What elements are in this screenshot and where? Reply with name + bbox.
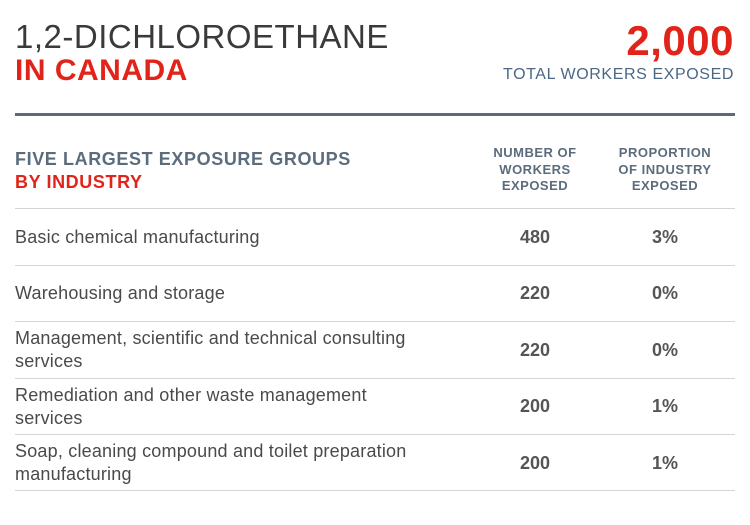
workers-exposed-value: 200 [519,452,551,473]
workers-exposed-value: 220 [519,339,551,360]
page-subtitle: IN CANADA [15,54,188,87]
table-row [15,434,735,491]
total-workers-label: TOTAL WORKERS EXPOSED [502,66,734,83]
exposure-table [15,208,735,491]
proportion-exposed-value: 1% [651,452,678,473]
header [0,0,750,115]
header-divider [15,113,735,116]
column-header-workers [470,145,600,195]
column-header-proportion-line: OF INDUSTRY [618,161,712,177]
industry-name-line: Basic chemical manufacturing [15,226,260,247]
workers-exposed-value: 200 [519,396,551,416]
industry-name-line: Warehousing and storage [15,283,226,303]
column-header-proportion-line: PROPORTION [618,145,712,160]
page-title: 1,2-DICHLOROETHANE [15,18,389,55]
industry-name-line: Management, scientific and technical consulting [15,328,406,348]
industry-name-line: manufacturing [15,464,132,484]
workers-exposed-value: 220 [519,283,551,303]
industry-name [15,435,475,491]
table-row [15,378,735,435]
proportion-exposed-value: 0% [651,339,678,360]
industry-name-line: Soap, cleaning compound and toilet preparation [15,441,407,461]
industry-name-line: services [15,351,83,371]
column-header-proportion-line: EXPOSED [631,178,699,193]
table-row [15,321,735,378]
proportion-exposed-value: 3% [651,226,678,247]
table-row [15,265,735,322]
column-header-workers-line: NUMBER OF [493,145,577,160]
proportion-exposed-value: 1% [651,396,678,416]
total-workers-value: 2,000 [626,17,734,64]
section-subtitle: BY INDUSTRY [15,172,143,192]
industry-name-line: services [15,407,83,428]
table-row [15,208,735,265]
section-title: FIVE LARGEST EXPOSURE GROUPS [15,149,351,169]
column-header-workers-line: EXPOSED [501,178,569,193]
industry-name [15,266,475,322]
proportion-exposed-value: 0% [651,283,678,303]
column-header-workers-line: WORKERS [499,161,571,177]
column-header-proportion [600,145,730,195]
industry-name [15,209,475,265]
industry-name [15,322,475,378]
workers-exposed-value: 480 [519,226,551,247]
industry-name-line: Remediation and other waste management [15,384,367,405]
industry-name [15,379,475,435]
section-heading [15,148,351,194]
